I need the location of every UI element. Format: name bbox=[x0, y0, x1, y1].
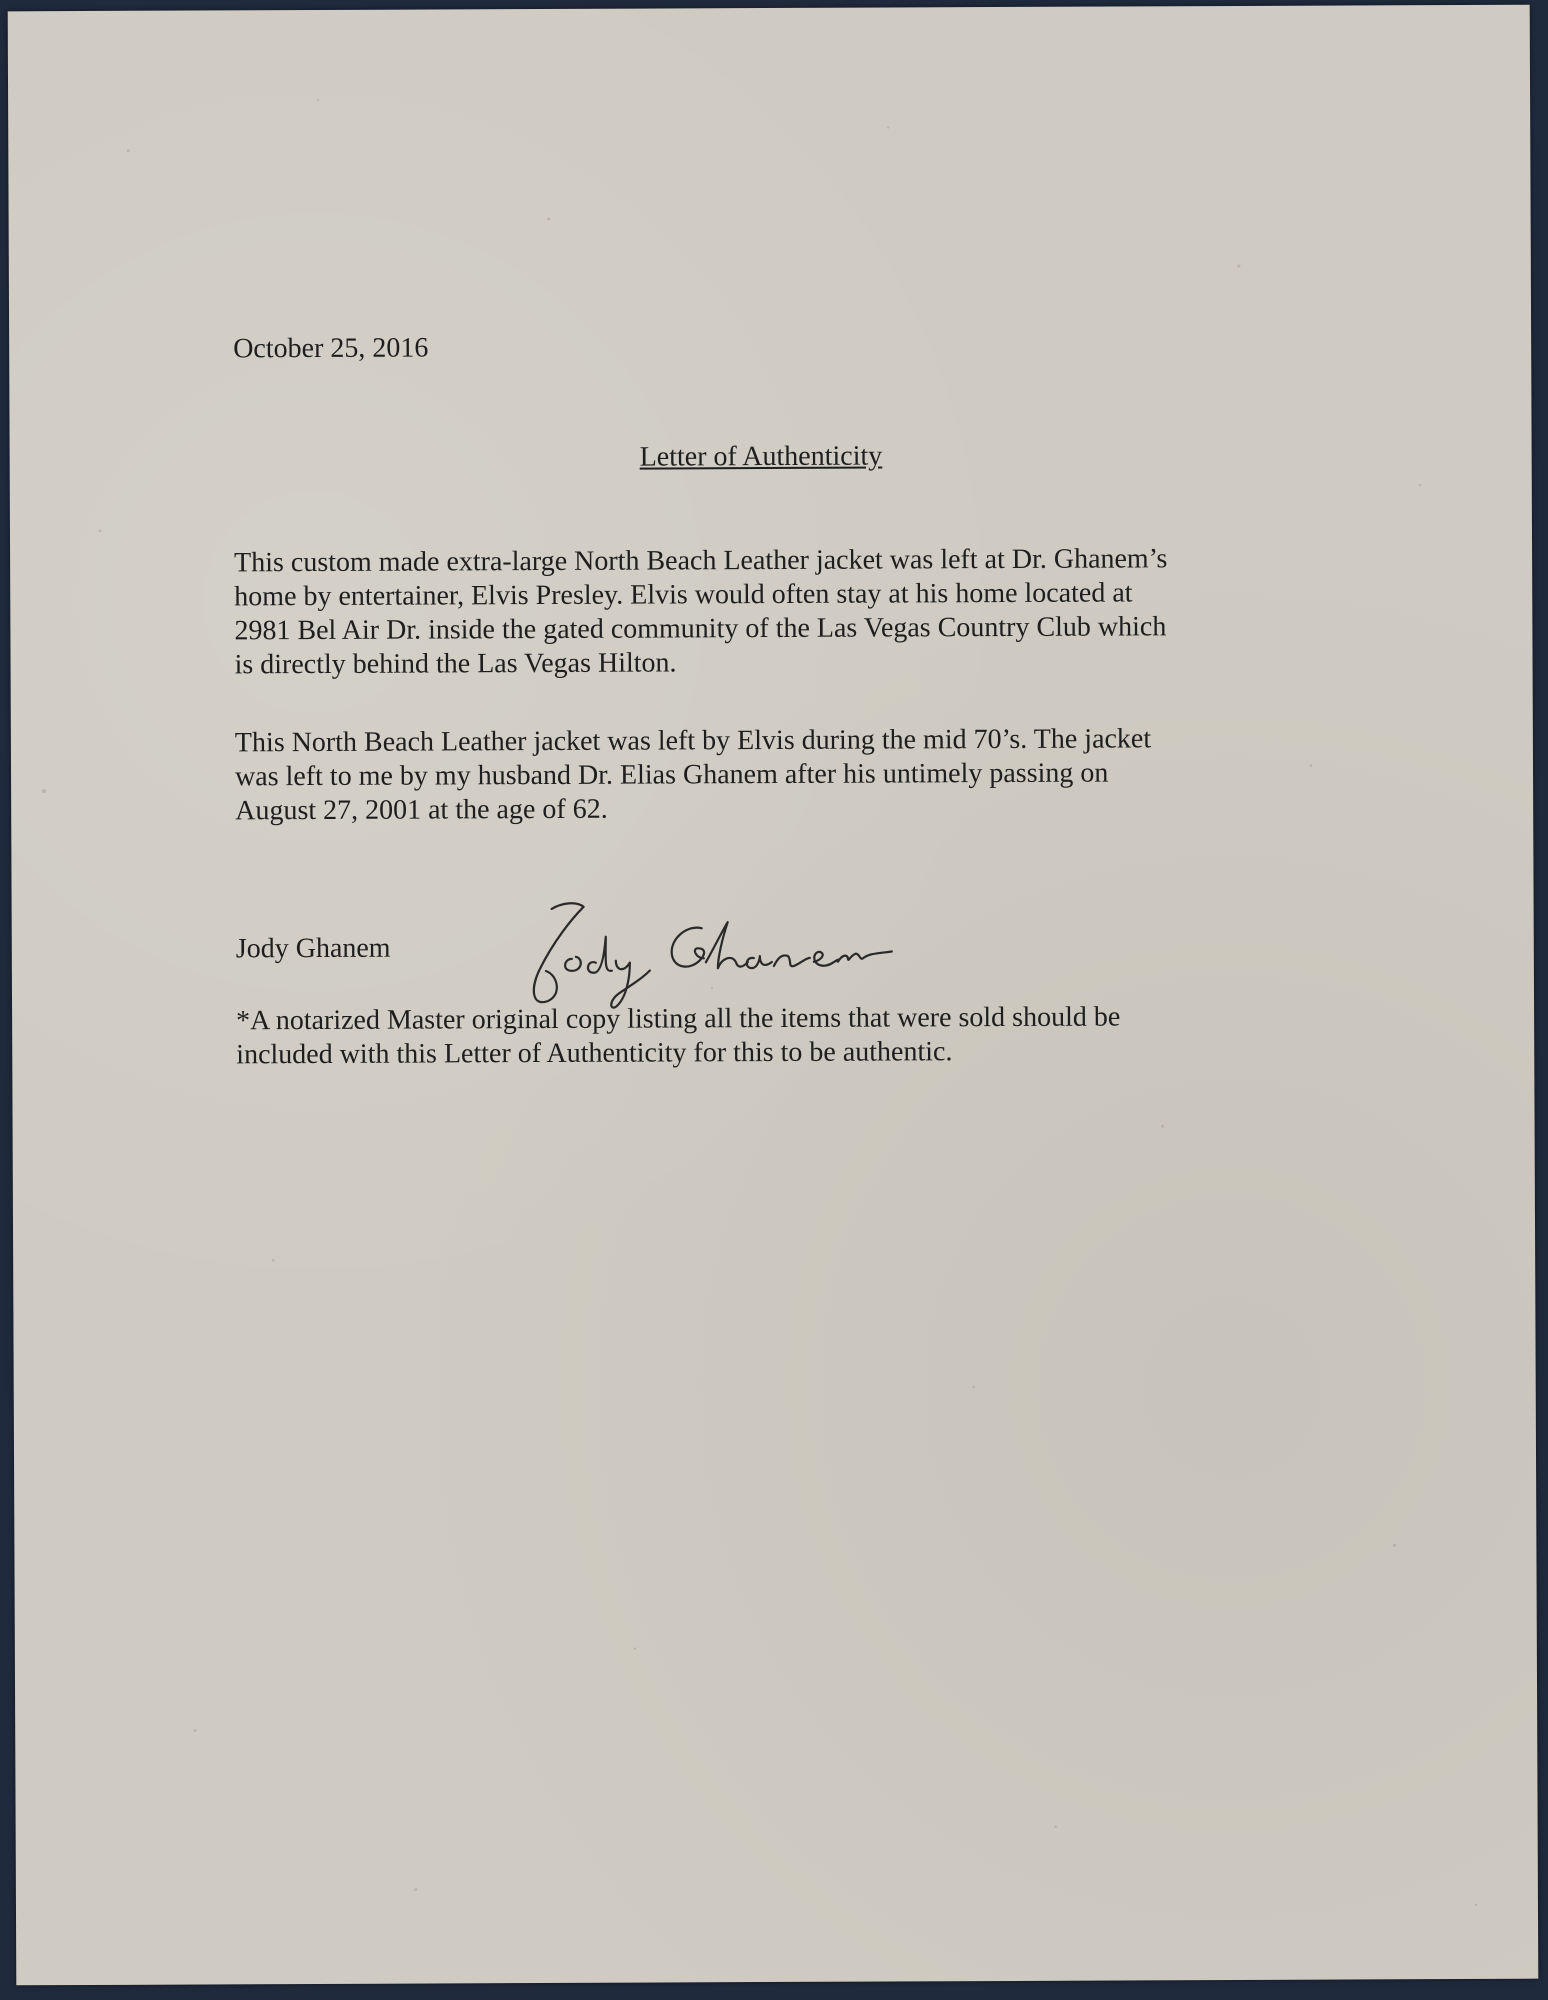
signer-name: Jody Ghanem bbox=[235, 932, 391, 965]
letter-footnote: *A notarized Master original copy listing all the items that were sold should be included with this Letter of Authenticity for this to be authentic. bbox=[236, 1001, 1121, 1071]
handwritten-signature bbox=[492, 887, 953, 1019]
letter-paragraph-1: This custom made extra-large North Beach Leather jacket was left at Dr. Ghanem’s home by entertainer, Elvis Presley. Elvis would often stay at his home located at 2981 Bel Air Dr. inside the gated community of the Las Vegas Country Club which is directly behind the Las Vegas Hilton. bbox=[234, 543, 1168, 681]
letter-title: Letter of Authenticity bbox=[639, 440, 883, 473]
letter-date: October 25, 2016 bbox=[233, 332, 429, 365]
letter-page bbox=[8, 5, 1539, 1986]
letter-paragraph-2: This North Beach Leather jacket was left by Elvis during the mid 70’s. The jacket was left to me by my husband Dr. Elias Ghanem after his untimely passing on August 27, 2001 at the age of 62. bbox=[234, 723, 1152, 827]
